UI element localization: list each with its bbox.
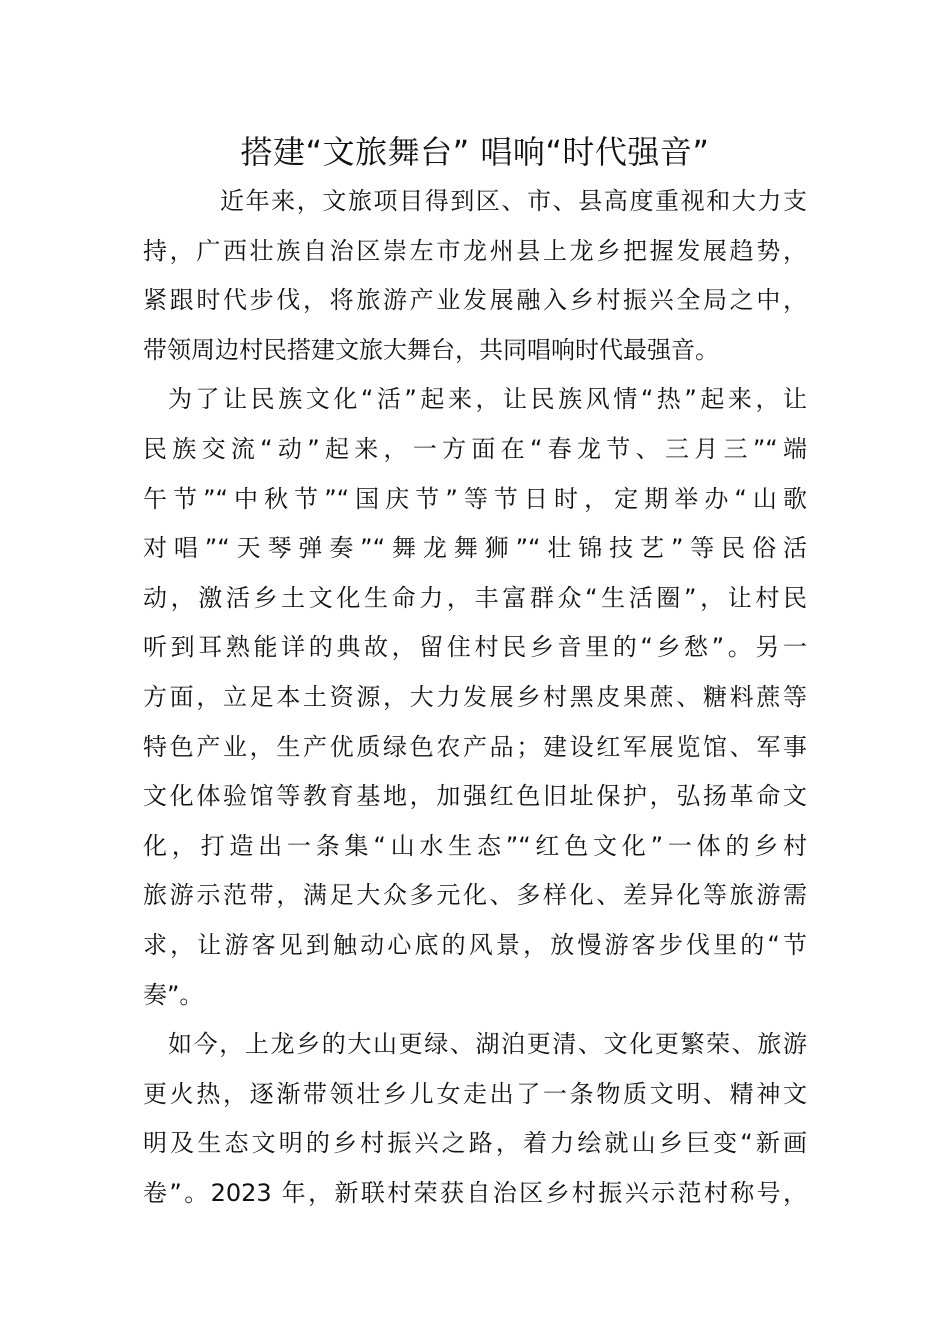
paragraph-line: 民族交流“动”起来，一方面在“春龙节、三月三”“端 bbox=[143, 434, 807, 463]
paragraph-line: 对唱”“天琴弹奏”“舞龙舞狮”“壮锦技艺”等民俗活 bbox=[143, 534, 807, 563]
paragraph-line: 更火热，逐渐带领壮乡儿女走出了一条物质文明、精神文 bbox=[143, 1079, 807, 1108]
paragraph-line: 如今，上龙乡的大山更绿、湖泊更清、文化更繁荣、旅游 bbox=[168, 1030, 807, 1059]
paragraph-line: 紧跟时代步伐，将旅游产业发展融入乡村振兴全局之中， bbox=[143, 286, 807, 315]
paragraph-line: 旅游示范带，满足大众多元化、多样化、差异化等旅游需 bbox=[143, 881, 807, 910]
paragraph-line: 听到耳熟能详的典故，留住村民乡音里的“乡愁”。另一 bbox=[143, 633, 807, 662]
paragraph-line: 动，激活乡土文化生命力，丰富群众“生活圈”，让村民 bbox=[143, 583, 807, 612]
paragraph-1 bbox=[143, 177, 807, 375]
paragraph-line: 化，打造出一条集“山水生态”“红色文化”一体的乡村 bbox=[143, 831, 807, 860]
paragraph-line: 午节”“中秋节”“国庆节”等节日时，定期举办“山歌 bbox=[143, 484, 807, 513]
paragraph-line: 为了让民族文化“活”起来，让民族风情“热”起来，让 bbox=[168, 385, 807, 414]
paragraph-line: 方面，立足本土资源，大力发展乡村黑皮果蔗、糖料蔗等 bbox=[143, 682, 807, 711]
paragraph-line: 文化体验馆等教育基地，加强红色旧址保护，弘扬革命文 bbox=[143, 782, 807, 811]
document-title: 搭建“文旅舞台” 唱响“时代强音” bbox=[240, 133, 710, 171]
paragraph-line: 明及生态文明的乡村振兴之路，着力绘就山乡巨变“新画 bbox=[143, 1129, 807, 1158]
paragraph-line: 近年来，文旅项目得到区、市、县高度重视和大力支 bbox=[220, 187, 807, 215]
paragraph-line: 卷”。2023 年，新联村荣获自治区乡村振兴示范村称号， bbox=[143, 1178, 807, 1207]
document-body bbox=[143, 177, 807, 1218]
paragraph-line: 特色产业，生产优质绿色农产品；建设红军展览馆、军事 bbox=[143, 732, 807, 761]
paragraph-line: 带领周边村民搭建文旅大舞台，共同唱响时代最强音。 bbox=[143, 335, 719, 364]
paragraph-line: 奏”。 bbox=[143, 980, 204, 1009]
paragraph-line: 求，让游客见到触动心底的风景，放慢游客步伐里的“节 bbox=[143, 930, 807, 959]
paragraph-3 bbox=[143, 1020, 807, 1218]
paragraph-line: 持，广西壮族自治区崇左市龙州县上龙乡把握发展趋势， bbox=[143, 236, 807, 265]
paragraph-2 bbox=[143, 375, 807, 1020]
